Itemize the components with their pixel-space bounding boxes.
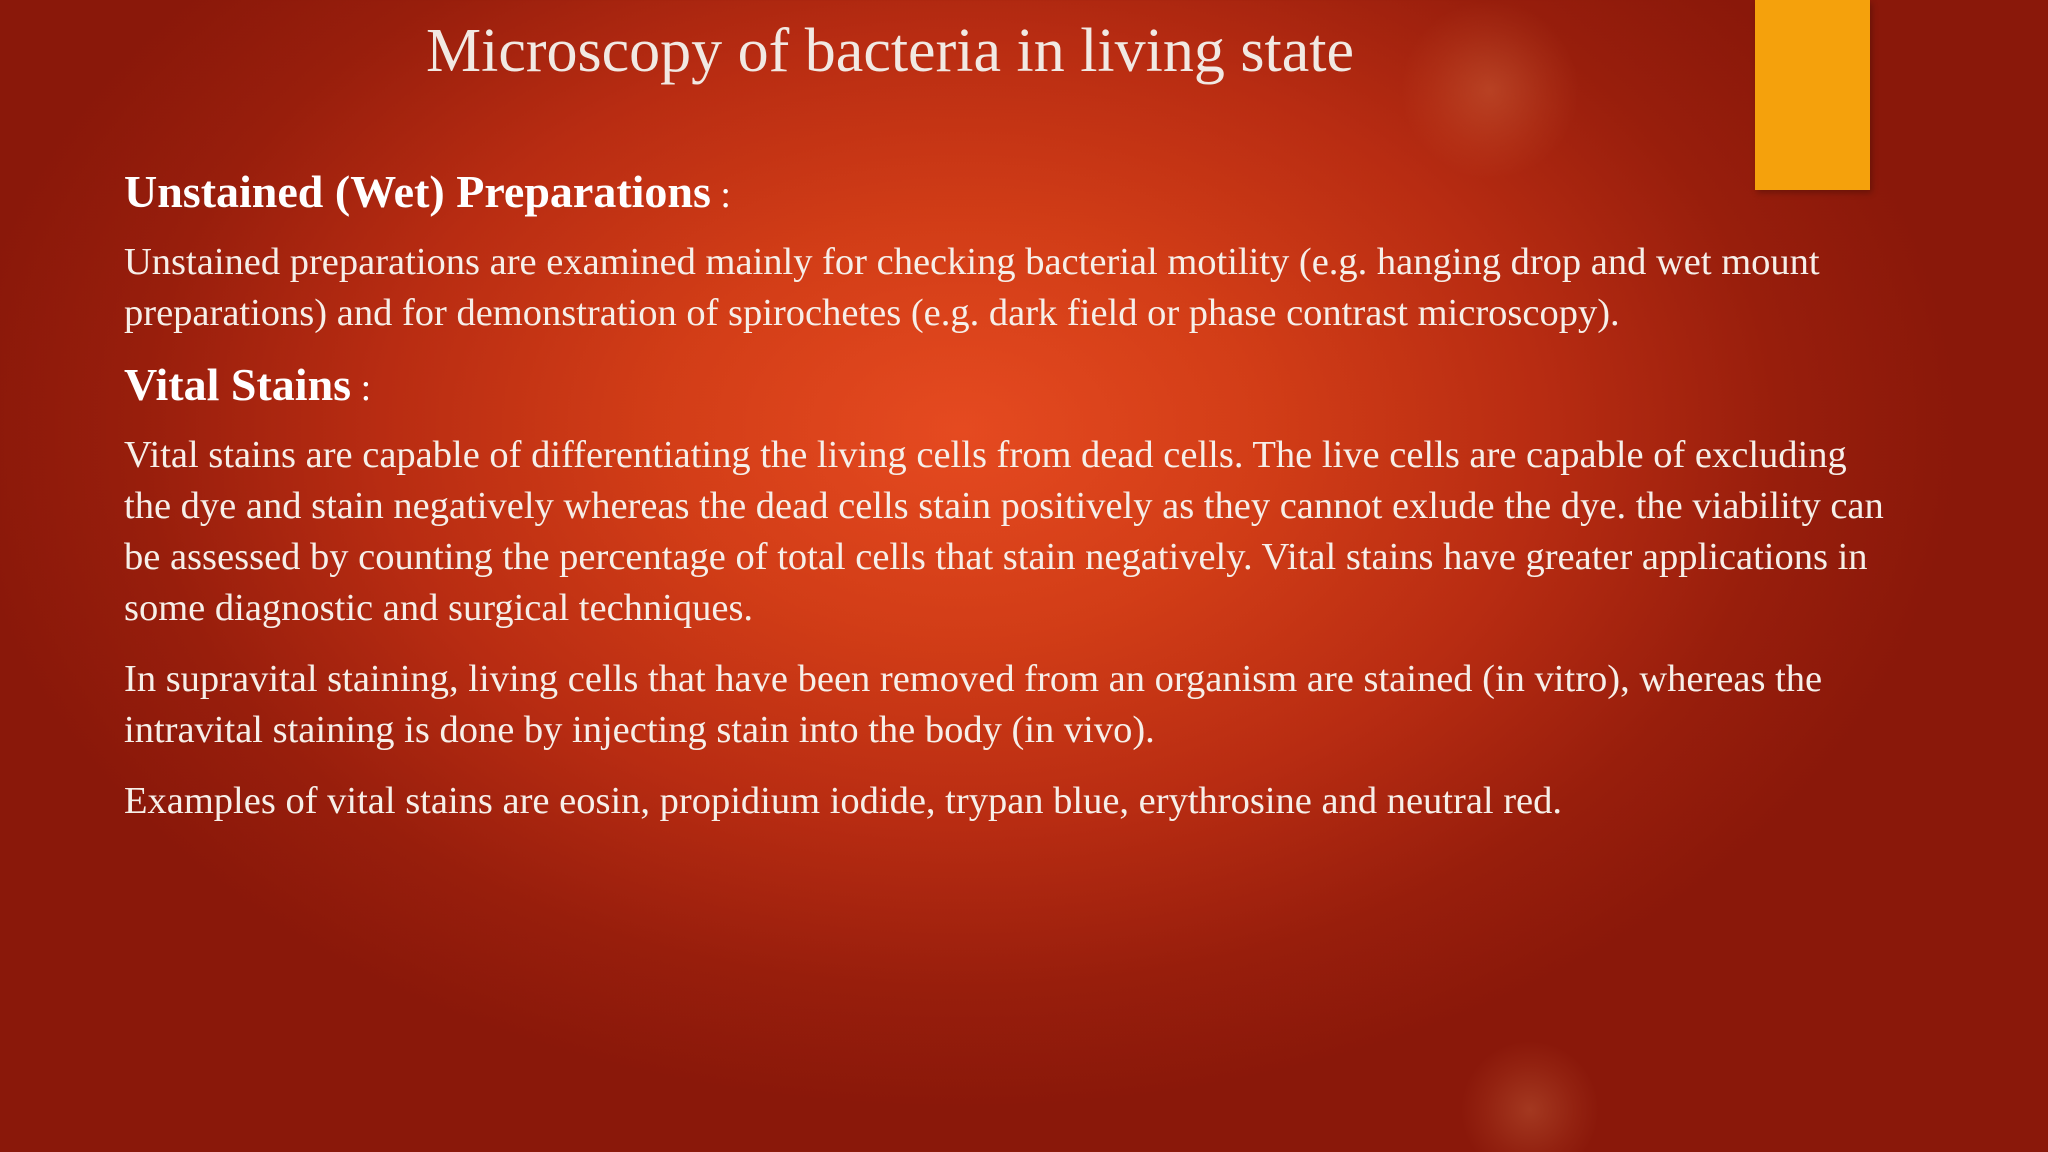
heading-colon: : [710,174,731,216]
paragraph-vital-stain-examples: Examples of vital stains are eosin, propidium iodide, trypan blue, erythrosine and neutral red. [124,780,1563,822]
paragraph-supravital-intravital: In supravital staining, living cells that have been removed from an organism are stained (in vitro), whereas the intravital staining is done by injecting stain into the body (in vivo). [124,658,1823,751]
heading-text: Vital Stains [124,359,352,410]
paragraph-unstained: Unstained preparations are examined mainly for checking bacterial motility (e.g. hanging drop and wet mount preparations) and for demonstration of spirochetes (e.g. dark field or phase contrast microscopy). [124,241,1820,334]
heading-colon: : [351,367,372,409]
decorative-glow [1460,1040,1600,1152]
slide-content [124,158,1884,827]
heading-text: Unstained (Wet) Preparations [124,166,711,217]
section-heading-vital-stains [124,351,1884,422]
paragraph-vital-stains-definition: Vital stains are capable of differentiating the living cells from dead cells. The live cells are capable of excluding the dye and stain negatively whereas the dead cells stain positively as they cannot exlude the dye. the viability can be assessed by counting the percentage of total cells that stain negatively. Vital stains have greater applications in some diagnostic and surgical techniques. [124,434,1884,629]
section-heading-unstained [124,158,1884,229]
slide-title: Microscopy of bacteria in living state [425,17,1354,85]
